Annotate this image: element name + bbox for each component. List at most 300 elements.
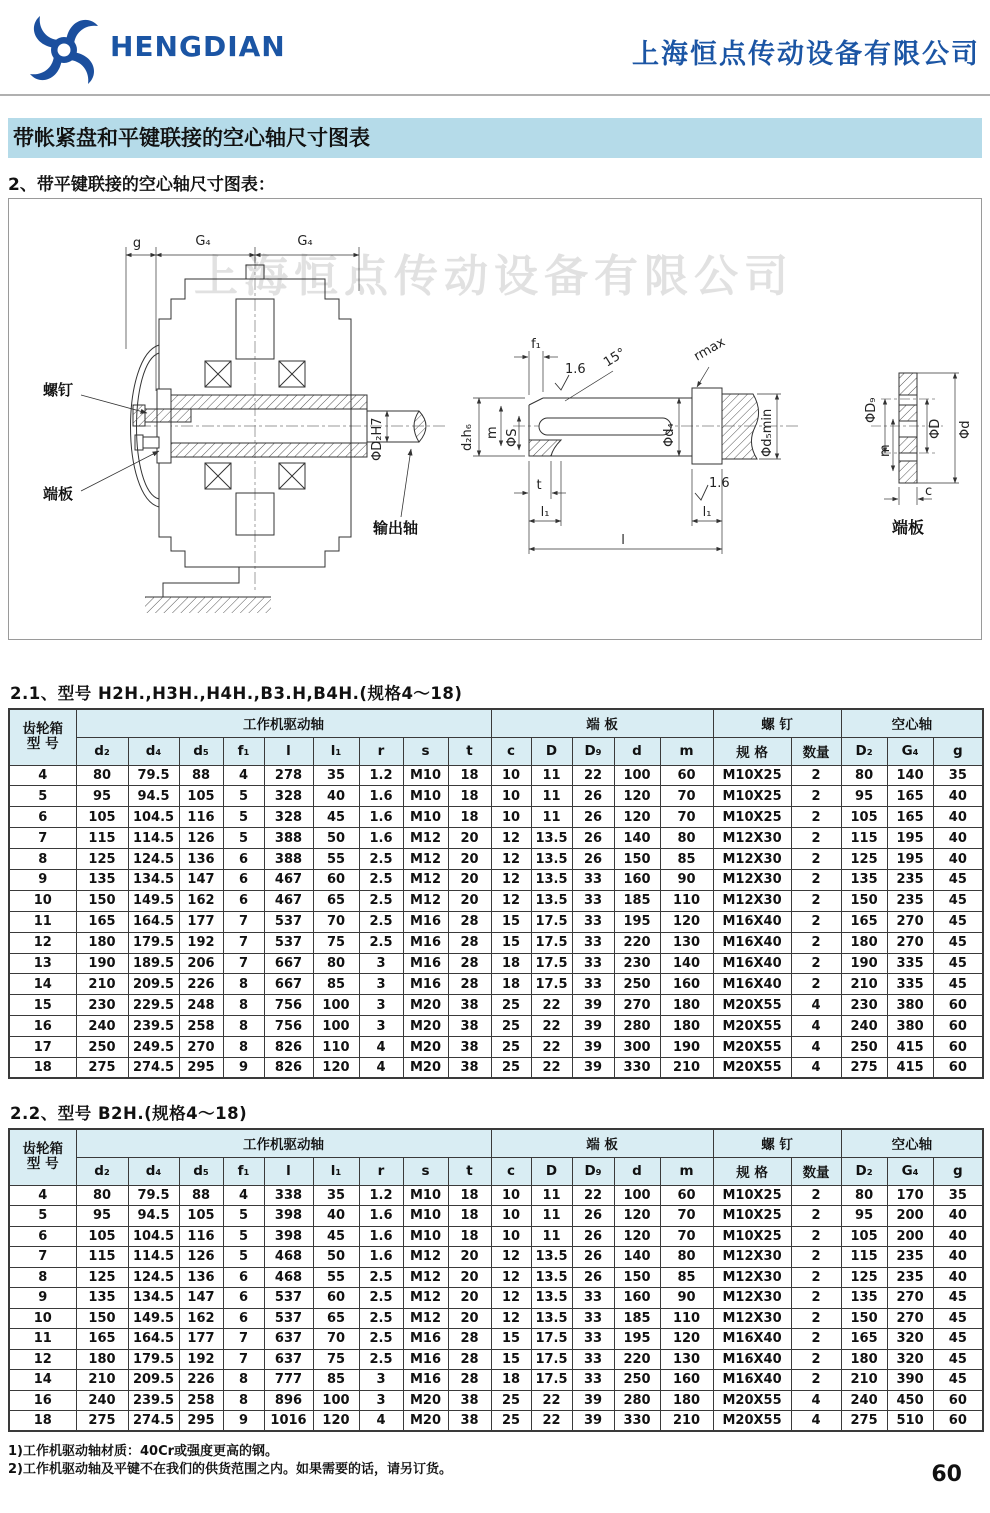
table-row xyxy=(9,786,983,807)
column-header: t xyxy=(448,737,491,765)
value-cell: 667 xyxy=(264,953,313,974)
value-cell: 20 xyxy=(448,1247,491,1268)
value-cell: 140 xyxy=(887,765,933,786)
value-cell: 25 xyxy=(491,1390,531,1411)
value-cell: 210 xyxy=(660,1057,713,1078)
value-cell: 60 xyxy=(313,1288,359,1309)
value-cell: 120 xyxy=(614,1206,660,1227)
value-cell: 1.6 xyxy=(359,807,403,828)
value-cell: 220 xyxy=(614,1349,660,1370)
value-cell: 11 xyxy=(531,807,572,828)
value-cell: 250 xyxy=(76,1037,128,1058)
section-heading: 2、带平键联接的空心轴尺寸图表： xyxy=(8,175,275,195)
table-row xyxy=(9,1390,983,1411)
value-cell: 33 xyxy=(572,890,614,911)
chamfer-angle-label: 15° xyxy=(601,345,629,371)
value-cell: 140 xyxy=(614,1247,660,1268)
value-cell: 12 xyxy=(491,849,531,870)
value-cell: 18 xyxy=(448,1226,491,1247)
model-cell: 7 xyxy=(9,1247,76,1268)
group-screw: 螺 钉 xyxy=(713,1129,841,1157)
value-cell: 756 xyxy=(264,1016,313,1037)
value-cell: 20 xyxy=(448,1308,491,1329)
value-cell: 65 xyxy=(313,1308,359,1329)
value-cell: 10 xyxy=(491,765,531,786)
value-cell: 147 xyxy=(179,1288,223,1309)
model-cell: 4 xyxy=(9,765,76,786)
table-row xyxy=(9,1037,983,1058)
value-cell: 125 xyxy=(841,849,887,870)
column-header: D₉ xyxy=(572,737,614,765)
value-cell: 120 xyxy=(313,1411,359,1432)
value-cell: 4 xyxy=(223,765,264,786)
screw-label: 螺钉 xyxy=(43,381,74,399)
column-header: s xyxy=(403,1157,448,1185)
column-header: m xyxy=(660,1157,713,1185)
value-cell: 2.5 xyxy=(359,932,403,953)
value-cell: 130 xyxy=(660,932,713,953)
value-cell: 6 xyxy=(223,1288,264,1309)
value-cell: 70 xyxy=(660,1226,713,1247)
value-cell: 3 xyxy=(359,1016,403,1037)
value-cell: 17.5 xyxy=(531,953,572,974)
value-cell: 70 xyxy=(313,911,359,932)
phi-s-label: ΦS xyxy=(505,428,520,447)
value-cell: M10X25 xyxy=(713,786,791,807)
column-header: l₁ xyxy=(313,1157,359,1185)
value-cell: 4 xyxy=(359,1411,403,1432)
value-cell: 220 xyxy=(614,932,660,953)
value-cell: 150 xyxy=(614,849,660,870)
value-cell: 38 xyxy=(448,1411,491,1432)
value-cell: 105 xyxy=(179,1206,223,1227)
column-header: l xyxy=(264,737,313,765)
value-cell: 38 xyxy=(448,995,491,1016)
value-cell: 124.5 xyxy=(128,1267,179,1288)
value-cell: 22 xyxy=(572,765,614,786)
value-cell: 192 xyxy=(179,1349,223,1370)
value-cell: 637 xyxy=(264,1329,313,1350)
value-cell: 140 xyxy=(614,828,660,849)
value-cell: 13.5 xyxy=(531,1267,572,1288)
dimension-table-2 xyxy=(8,1128,984,1432)
value-cell: 415 xyxy=(887,1057,933,1078)
value-cell: 115 xyxy=(841,828,887,849)
value-cell: 95 xyxy=(841,1206,887,1227)
dimension-table-1 xyxy=(8,708,984,1079)
value-cell: 124.5 xyxy=(128,849,179,870)
value-cell: 18 xyxy=(448,765,491,786)
value-cell: M10 xyxy=(403,807,448,828)
table-row xyxy=(9,849,983,870)
value-cell: 1016 xyxy=(264,1411,313,1432)
value-cell: M12 xyxy=(403,890,448,911)
value-cell: 25 xyxy=(491,1016,531,1037)
model-cell: 5 xyxy=(9,786,76,807)
column-header: 规 格 xyxy=(713,1157,791,1185)
value-cell: 135 xyxy=(841,1288,887,1309)
value-cell: 26 xyxy=(572,786,614,807)
value-cell: 275 xyxy=(76,1411,128,1432)
dim-c-label: c xyxy=(925,484,933,499)
value-cell: 149.5 xyxy=(128,890,179,911)
value-cell: M16X40 xyxy=(713,1370,791,1391)
value-cell: 11 xyxy=(531,1226,572,1247)
value-cell: 20 xyxy=(448,849,491,870)
value-cell: 116 xyxy=(179,1226,223,1247)
value-cell: 45 xyxy=(933,911,983,932)
value-cell: M12 xyxy=(403,849,448,870)
table2-title: 2.2、型号 B2H.(规格4～18) xyxy=(10,1104,248,1123)
value-cell: 150 xyxy=(614,1267,660,1288)
value-cell: 33 xyxy=(572,1329,614,1350)
value-cell: 8 xyxy=(223,995,264,1016)
value-cell: 147 xyxy=(179,869,223,890)
value-cell: 388 xyxy=(264,828,313,849)
value-cell: 328 xyxy=(264,807,313,828)
value-cell: 135 xyxy=(841,869,887,890)
footnote-1: 1)工作机驱动轴材质：40Cr或强度更高的钢。 xyxy=(8,1444,279,1459)
value-cell: 10 xyxy=(491,1206,531,1227)
value-cell: 270 xyxy=(887,1308,933,1329)
col-gearbox-model: 齿轮箱 型 号 xyxy=(9,709,76,765)
endplate-caption: 端板 xyxy=(891,518,925,537)
value-cell: 17.5 xyxy=(531,1329,572,1350)
value-cell: 250 xyxy=(614,974,660,995)
value-cell: 2.5 xyxy=(359,849,403,870)
value-cell: 2 xyxy=(791,1185,841,1206)
value-cell: 140 xyxy=(660,953,713,974)
dim-g4-left-label: G₄ xyxy=(195,234,211,249)
value-cell: 2 xyxy=(791,1329,841,1350)
group-header-row xyxy=(9,709,983,737)
value-cell: 17.5 xyxy=(531,974,572,995)
value-cell: 537 xyxy=(264,1288,313,1309)
value-cell: 537 xyxy=(264,1308,313,1329)
hengdian-logo-icon xyxy=(28,12,100,84)
value-cell: 165 xyxy=(76,911,128,932)
value-cell: 110 xyxy=(313,1037,359,1058)
value-cell: 195 xyxy=(614,911,660,932)
value-cell: 180 xyxy=(660,1390,713,1411)
dim-g4-right-label: G₄ xyxy=(297,234,313,249)
value-cell: 45 xyxy=(313,807,359,828)
value-cell: 13.5 xyxy=(531,1247,572,1268)
column-header: r xyxy=(359,737,403,765)
value-cell: 60 xyxy=(660,765,713,786)
dim-l1-left-label: l₁ xyxy=(540,505,550,520)
column-header: t xyxy=(448,1157,491,1185)
column-header: d₂ xyxy=(76,737,128,765)
column-header: G₄ xyxy=(887,1157,933,1185)
value-cell: 6 xyxy=(223,849,264,870)
value-cell: 9 xyxy=(223,1411,264,1432)
table-row xyxy=(9,1016,983,1037)
value-cell: M16 xyxy=(403,953,448,974)
value-cell: 415 xyxy=(887,1037,933,1058)
watermark-text: 上海恒点传动设备有限公司 xyxy=(194,251,794,302)
value-cell: 13.5 xyxy=(531,869,572,890)
value-cell: 338 xyxy=(264,1185,313,1206)
model-cell: 15 xyxy=(9,995,76,1016)
value-cell: 2 xyxy=(791,890,841,911)
value-cell: 5 xyxy=(223,828,264,849)
value-cell: 26 xyxy=(572,1247,614,1268)
finish-bottom-label: 1.6 xyxy=(709,476,730,491)
value-cell: 180 xyxy=(841,1349,887,1370)
value-cell: 150 xyxy=(76,1308,128,1329)
value-cell: 195 xyxy=(887,828,933,849)
value-cell: 248 xyxy=(179,995,223,1016)
value-cell: M20X55 xyxy=(713,1411,791,1432)
model-cell: 9 xyxy=(9,1288,76,1309)
value-cell: 229.5 xyxy=(128,995,179,1016)
value-cell: 2.5 xyxy=(359,869,403,890)
column-header: G₄ xyxy=(887,737,933,765)
value-cell: 280 xyxy=(614,1016,660,1037)
value-cell: 38 xyxy=(448,1037,491,1058)
value-cell: 104.5 xyxy=(128,807,179,828)
value-cell: 88 xyxy=(179,765,223,786)
value-cell: 25 xyxy=(491,1037,531,1058)
value-cell: M10X25 xyxy=(713,807,791,828)
shaft-detail-drawing xyxy=(473,351,801,554)
column-header: g xyxy=(933,1157,983,1185)
value-cell: 130 xyxy=(660,1349,713,1370)
value-cell: 15 xyxy=(491,1329,531,1350)
value-cell: 200 xyxy=(887,1226,933,1247)
value-cell: 80 xyxy=(660,828,713,849)
value-cell: M20 xyxy=(403,1037,448,1058)
value-cell: 235 xyxy=(887,869,933,890)
value-cell: 8 xyxy=(223,1016,264,1037)
value-cell: 468 xyxy=(264,1267,313,1288)
value-cell: 162 xyxy=(179,1308,223,1329)
value-cell: M16X40 xyxy=(713,953,791,974)
phi-d4-label: Φd₄ xyxy=(662,423,677,447)
value-cell: 5 xyxy=(223,1226,264,1247)
column-header: D xyxy=(531,1157,572,1185)
value-cell: 270 xyxy=(887,932,933,953)
value-cell: 210 xyxy=(841,1370,887,1391)
value-cell: 3 xyxy=(359,1390,403,1411)
value-cell: 100 xyxy=(313,995,359,1016)
table-row xyxy=(9,911,983,932)
value-cell: 275 xyxy=(841,1411,887,1432)
model-cell: 12 xyxy=(9,932,76,953)
value-cell: 40 xyxy=(933,1206,983,1227)
value-cell: M10 xyxy=(403,1206,448,1227)
value-cell: 2.5 xyxy=(359,1288,403,1309)
value-cell: 278 xyxy=(264,765,313,786)
value-cell: 2 xyxy=(791,1288,841,1309)
table-row xyxy=(9,890,983,911)
value-cell: 26 xyxy=(572,1206,614,1227)
value-cell: 135 xyxy=(76,1288,128,1309)
value-cell: 537 xyxy=(264,932,313,953)
value-cell: 85 xyxy=(313,974,359,995)
value-cell: 13.5 xyxy=(531,1288,572,1309)
value-cell: 75 xyxy=(313,1349,359,1370)
value-cell: 1.2 xyxy=(359,765,403,786)
table-row xyxy=(9,828,983,849)
value-cell: 320 xyxy=(887,1329,933,1350)
value-cell: 115 xyxy=(841,1247,887,1268)
value-cell: 18 xyxy=(448,786,491,807)
value-cell: 26 xyxy=(572,849,614,870)
value-cell: M12X30 xyxy=(713,828,791,849)
value-cell: 6 xyxy=(223,890,264,911)
value-cell: 4 xyxy=(791,995,841,1016)
value-cell: M12X30 xyxy=(713,849,791,870)
value-cell: M12X30 xyxy=(713,1267,791,1288)
value-cell: 40 xyxy=(933,1247,983,1268)
value-cell: 13.5 xyxy=(531,890,572,911)
value-cell: 26 xyxy=(572,1267,614,1288)
page-header xyxy=(0,0,990,96)
value-cell: 22 xyxy=(531,995,572,1016)
value-cell: 114.5 xyxy=(128,828,179,849)
value-cell: 95 xyxy=(76,786,128,807)
value-cell: 33 xyxy=(572,1370,614,1391)
value-cell: 510 xyxy=(887,1411,933,1432)
value-cell: 5 xyxy=(223,1247,264,1268)
value-cell: 26 xyxy=(572,807,614,828)
value-cell: 4 xyxy=(791,1390,841,1411)
value-cell: M12 xyxy=(403,1267,448,1288)
value-cell: 230 xyxy=(76,995,128,1016)
value-cell: 2 xyxy=(791,953,841,974)
value-cell: 209.5 xyxy=(128,1370,179,1391)
value-cell: 15 xyxy=(491,911,531,932)
value-cell: 85 xyxy=(313,1370,359,1391)
value-cell: 80 xyxy=(76,765,128,786)
value-cell: 4 xyxy=(791,1037,841,1058)
value-cell: M20 xyxy=(403,1390,448,1411)
phi-d5min-label: Φd₅min xyxy=(760,408,775,457)
value-cell: 60 xyxy=(660,1185,713,1206)
value-cell: 18 xyxy=(491,953,531,974)
value-cell: 189.5 xyxy=(128,953,179,974)
value-cell: 4 xyxy=(359,1037,403,1058)
value-cell: 134.5 xyxy=(128,1288,179,1309)
value-cell: 179.5 xyxy=(128,932,179,953)
endplate-m-label: m xyxy=(878,444,893,457)
value-cell: 240 xyxy=(76,1390,128,1411)
value-cell: 180 xyxy=(76,932,128,953)
value-cell: 230 xyxy=(614,953,660,974)
value-cell: M20 xyxy=(403,1411,448,1432)
model-cell: 5 xyxy=(9,1206,76,1227)
table-row xyxy=(9,932,983,953)
value-cell: 275 xyxy=(841,1057,887,1078)
finish-top-label: 1.6 xyxy=(565,362,586,377)
value-cell: 280 xyxy=(614,1390,660,1411)
value-cell: 85 xyxy=(660,1267,713,1288)
value-cell: M10 xyxy=(403,765,448,786)
value-cell: 40 xyxy=(933,1226,983,1247)
table-row xyxy=(9,1308,983,1329)
value-cell: 2.5 xyxy=(359,1349,403,1370)
output-shaft-label: 输出轴 xyxy=(373,519,419,537)
model-cell: 9 xyxy=(9,869,76,890)
column-header: 数量 xyxy=(791,737,841,765)
value-cell: 249.5 xyxy=(128,1037,179,1058)
value-cell: M10X25 xyxy=(713,1226,791,1247)
column-header: d₂ xyxy=(76,1157,128,1185)
value-cell: 195 xyxy=(887,849,933,870)
model-cell: 11 xyxy=(9,1329,76,1350)
value-cell: 165 xyxy=(887,786,933,807)
value-cell: 110 xyxy=(660,890,713,911)
value-cell: 468 xyxy=(264,1247,313,1268)
group-drive-shaft: 工作机驱动轴 xyxy=(76,1129,491,1157)
value-cell: 115 xyxy=(76,828,128,849)
value-cell: 45 xyxy=(933,953,983,974)
value-cell: 45 xyxy=(933,1329,983,1350)
value-cell: 33 xyxy=(572,974,614,995)
model-cell: 4 xyxy=(9,1185,76,1206)
value-cell: 3 xyxy=(359,974,403,995)
value-cell: 1.6 xyxy=(359,1247,403,1268)
value-cell: M16 xyxy=(403,974,448,995)
table1-title: 2.1、型号 H2H.,H3H.,H4H.,B3.H,B4H.(规格4～18) xyxy=(10,684,463,703)
value-cell: M20X55 xyxy=(713,1390,791,1411)
sub-header-row xyxy=(9,737,983,765)
value-cell: 210 xyxy=(841,974,887,995)
value-cell: 190 xyxy=(660,1037,713,1058)
value-cell: M20X55 xyxy=(713,1016,791,1037)
value-cell: 40 xyxy=(933,828,983,849)
value-cell: 70 xyxy=(660,1206,713,1227)
value-cell: 2 xyxy=(791,786,841,807)
value-cell: M10 xyxy=(403,1185,448,1206)
value-cell: 896 xyxy=(264,1390,313,1411)
value-cell: 105 xyxy=(76,1226,128,1247)
value-cell: 537 xyxy=(264,911,313,932)
value-cell: 22 xyxy=(531,1016,572,1037)
value-cell: 25 xyxy=(491,1057,531,1078)
value-cell: 28 xyxy=(448,1329,491,1350)
value-cell: 33 xyxy=(572,1349,614,1370)
value-cell: 28 xyxy=(448,974,491,995)
value-cell: M10X25 xyxy=(713,765,791,786)
value-cell: 2 xyxy=(791,1226,841,1247)
value-cell: 120 xyxy=(614,1226,660,1247)
value-cell: 55 xyxy=(313,1267,359,1288)
value-cell: 177 xyxy=(179,1329,223,1350)
column-header: f₁ xyxy=(223,1157,264,1185)
value-cell: 2 xyxy=(791,911,841,932)
value-cell: 6 xyxy=(223,1308,264,1329)
value-cell: 210 xyxy=(76,974,128,995)
value-cell: 7 xyxy=(223,911,264,932)
value-cell: 12 xyxy=(491,1308,531,1329)
value-cell: 2 xyxy=(791,1206,841,1227)
value-cell: 270 xyxy=(179,1037,223,1058)
value-cell: 11 xyxy=(531,1185,572,1206)
value-cell: 100 xyxy=(313,1390,359,1411)
value-cell: 177 xyxy=(179,911,223,932)
value-cell: 60 xyxy=(933,1037,983,1058)
value-cell: 150 xyxy=(841,1308,887,1329)
end-plate-label: 端板 xyxy=(43,485,74,503)
value-cell: 125 xyxy=(841,1267,887,1288)
value-cell: 12 xyxy=(491,1247,531,1268)
value-cell: 40 xyxy=(313,1206,359,1227)
value-cell: 95 xyxy=(76,1206,128,1227)
value-cell: 2 xyxy=(791,1308,841,1329)
